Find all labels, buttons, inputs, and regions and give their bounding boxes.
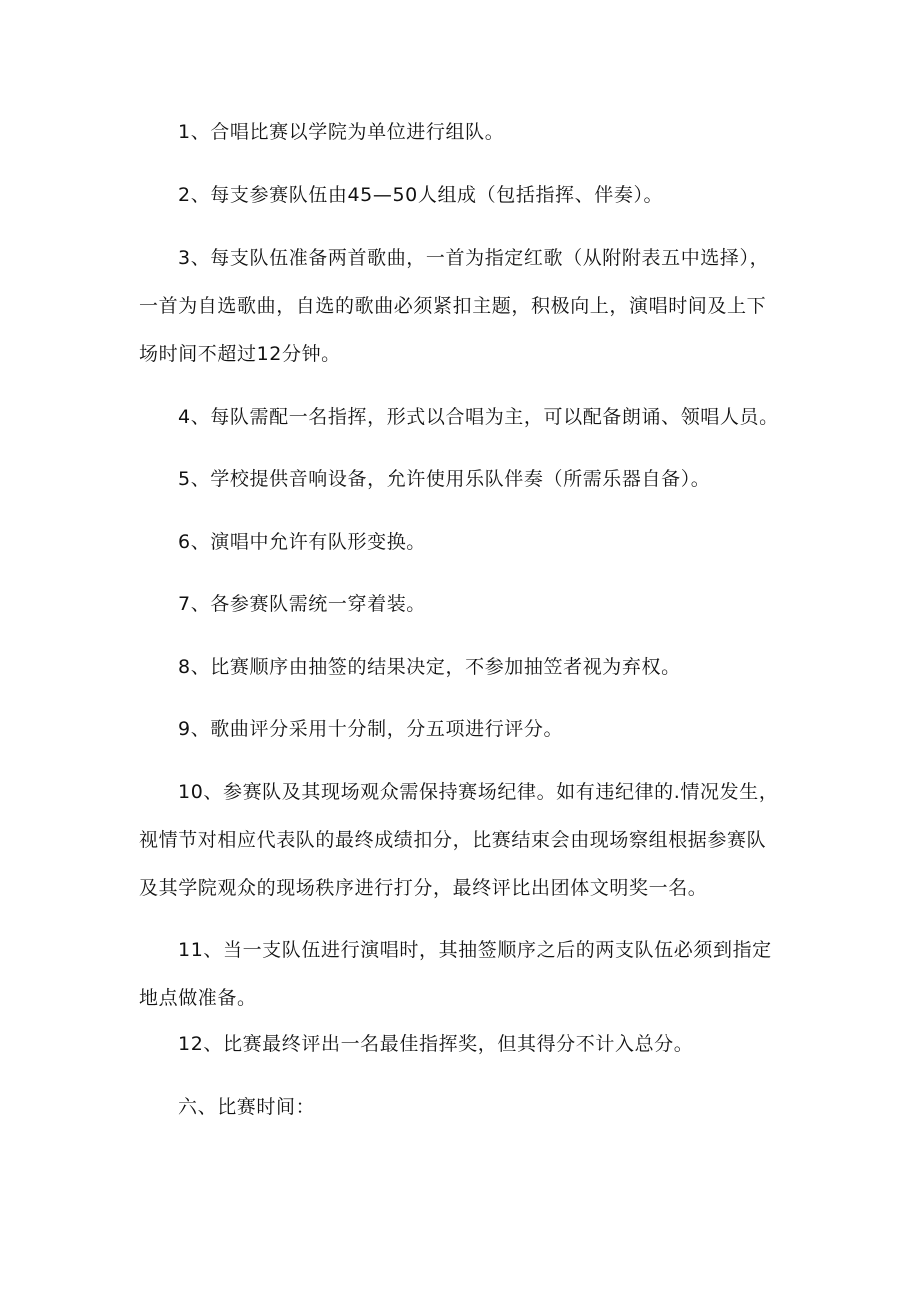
rule-2: 2、每支参赛队伍由45—50人组成（包括指挥、伴奏）。 [178, 184, 664, 206]
rule-10-line-1: 10、参赛队及其现场观众需保持赛场纪律。如有违纪律的.情况发生， [178, 781, 779, 803]
rule-9: 9、歌曲评分采用十分制，分五项进行评分。 [178, 718, 564, 740]
rule-5: 5、学校提供音响设备，允许使用乐队伴奏（所需乐器自备）。 [178, 468, 711, 490]
rule-11-line-2: 地点做准备。 [139, 987, 257, 1009]
rule-12: 12、比赛最终评出一名最佳指挥奖，但其得分不计入总分。 [178, 1033, 694, 1055]
rule-3-line-3: 场时间不超过12分钟。 [139, 343, 341, 365]
rule-3-line-1: 3、每支队伍准备两首歌曲，一首为指定红歌（从附附表五中选择）， [178, 247, 770, 269]
rule-3-line-2: 一首为自选歌曲，自选的歌曲必须紧扣主题，积极向上，演唱时间及上下 [139, 295, 767, 317]
rule-1: 1、合唱比赛以学院为单位进行组队。 [178, 121, 505, 143]
rule-11-line-1: 11、当一支队伍进行演唱时，其抽签顺序之后的两支队伍必须到指定 [178, 939, 772, 961]
section-heading-schedule: 六、比赛时间： [178, 1096, 316, 1118]
rule-8: 8、比赛顺序由抽签的结果决定，不参加抽笠者视为弃权。 [178, 656, 681, 678]
rule-7: 7、各参赛队需统一穿着装。 [178, 593, 426, 615]
rule-10-line-2: 视情节对相应代表队的最终成绩扣分，比赛结束会由现场察组根据参赛队 [139, 829, 767, 851]
rule-10-line-3: 及其学院观众的现场秩序进行打分，最终评比出团体文明奖一名。 [139, 877, 708, 899]
rule-6: 6、演唱中允许有队形变换。 [178, 531, 426, 553]
rule-4: 4、每队需配一名指挥，形式以合唱为主，可以配备朗诵、领唱人员。 [178, 406, 779, 428]
